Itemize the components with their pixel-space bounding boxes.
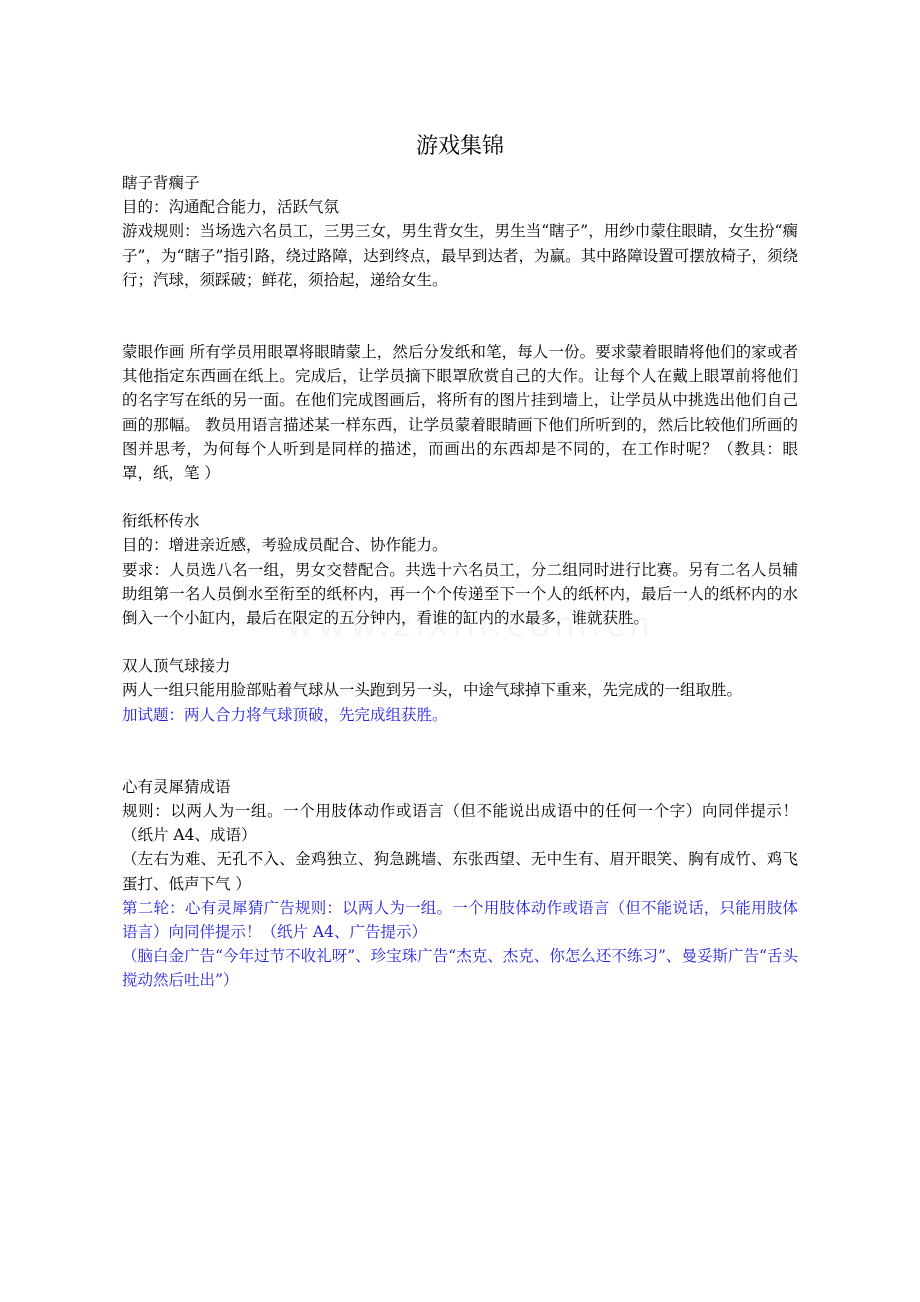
spacer <box>122 485 798 509</box>
section-heading-cup-water: 衔纸杯传水 <box>122 512 200 531</box>
spacer <box>122 292 798 340</box>
document-body <box>122 171 798 993</box>
section-body-blind-drawing: 蒙眼作画 所有学员用眼罩将眼睛蒙上，然后分发纸和笔，每人一份。要求蒙着眼睛将他们的家或者其他指定东西画在纸上。完成后，让学员摘下眼罩欣赏自己的大作。让每个人在戴上眼罩前将他们的名字写在纸的另一面。在他们完成图画后，将所有的图片挂到墙上，让学员从中挑选出他们自己画的那幅。 教员用语言描述某一样东西，让学员蒙着眼睛画下他们所听到的，然后比较他们所画的图并思考，为何每个人听到是同样的描述，而画出的东西却是不同的，在工作时呢？（教具：眼罩，纸，笔 ） <box>122 343 798 483</box>
section-purpose: 目的：增进亲近感，考验成员配合、协作能力。 <box>122 536 448 555</box>
section-requirement: 要求：人员选八名一组，男女交替配合。共选十六名员工，分二组同时进行比赛。另有二名人员辅助组第一名人员倒水至衔至的纸杯内，再一个个传递至下一个人的纸杯内，最后一人的纸杯内的水倒入一个小缸内，最后在限定的五分钟内，看谁的缸内的水最多，谁就获胜。 <box>122 560 798 628</box>
section-rules: 游戏规则：当场选六名员工，三男三女，男生背女生，男生当“瞎子”，用纱巾蒙住眼睛，女生扮“瘸子”，为“瞎子”指引路，绕过路障，达到终点，最早到达者，为赢。其中路障设置可摆放椅子，须绕行；汽球，须踩破；鲜花，须拾起，递给女生。 <box>122 222 798 289</box>
spacer <box>122 727 798 775</box>
section-heading-blind-carry: 瞎子背瘸子 <box>122 174 200 192</box>
spacer <box>122 630 798 654</box>
section-ad-examples: （脑白金广告“今年过节不收礼呀”、珍宝珠广告“杰克、杰克、你怎么还不练习”、曼妥斯广告“舌头搅动然后吐出”） <box>122 947 798 990</box>
section-heading-balloon-relay: 双人顶气球接力 <box>122 657 231 676</box>
section-examples: （左右为难、无孔不入、金鸡独立、狗急跳墙、东张西望、无中生有、眉开眼笑、胸有成竹、鸡飞蛋打、低声下气 ） <box>122 850 798 893</box>
section-extra-challenge: 加试题：两人合力将气球顶破，先完成组获胜。 <box>122 705 448 724</box>
section-rules: 规则：以两人为一组。一个用肢体动作或语言（但不能说出成语中的任何一个字）向同伴提示！（纸片 A4、成语） <box>122 802 798 845</box>
section-heading-idiom-guess: 心有灵犀猜成语 <box>122 777 231 796</box>
section-purpose: 目的：沟通配合能力，活跃气氛 <box>122 198 340 217</box>
page-title: 游戏集锦 <box>415 134 504 159</box>
section-round-two: 第二轮：心有灵犀猜广告规则：以两人为一组。一个用肢体动作或语言（但不能说话，只能用肢体语言）向同伴提示！（纸片 A4、广告提示） <box>122 898 798 942</box>
section-body: 两人一组只能用脸部贴着气球从一头跑到另一头，中途气球掉下重来，先完成的一组取胜。 <box>122 681 743 700</box>
